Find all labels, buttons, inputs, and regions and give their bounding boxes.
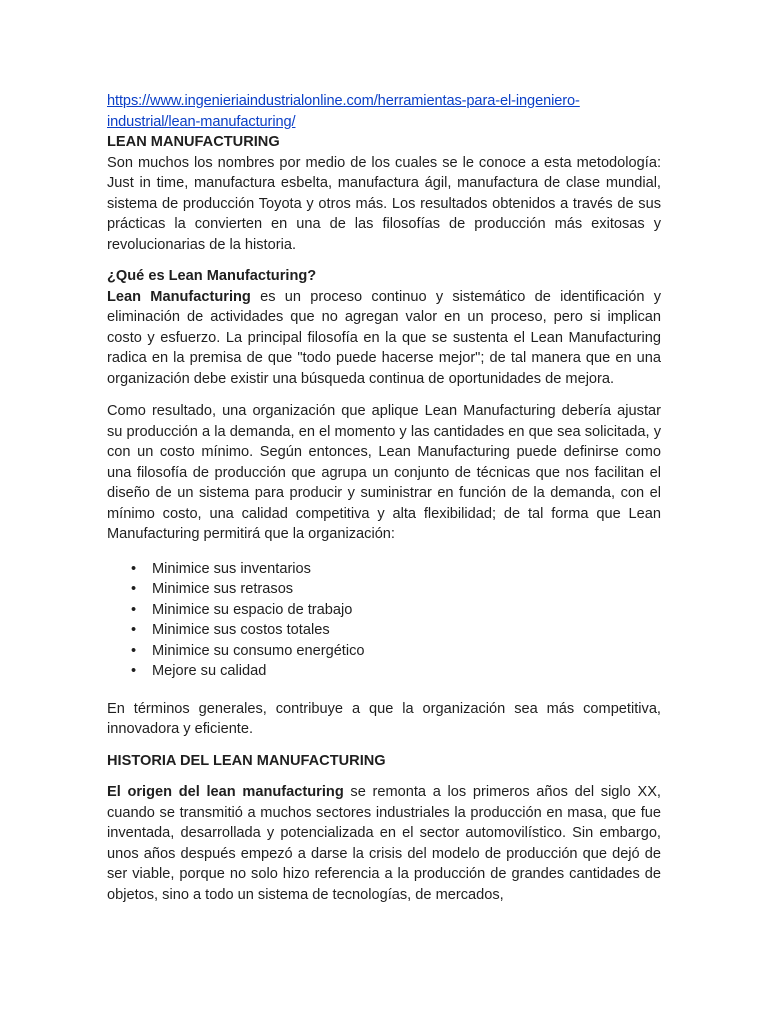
list-item-text: Minimice sus costos totales — [152, 622, 330, 638]
list-item — [107, 661, 661, 682]
list-item-text: Minimice sus retrasos — [152, 581, 294, 597]
bullet-icon: • — [131, 642, 137, 659]
list-item-text: Mejore su calidad — [152, 663, 267, 679]
section-title-historia: HISTORIA DEL LEAN MANUFACTURING — [107, 752, 386, 769]
result-paragraph: Como resultado, una organización que aplique Lean Manufacturing debería ajustar su producción a la demanda, en el momento y las cantidades en que sea solicitada, y con un costo mínimo. Según entonces, Lean Manufacturing puede definirse como una filosofía de producción que agrupa un conjunto de técnicas que nos facilitan el diseño de un sistema para producir y suministrar en función de la demanda, con el mínimo costo, una calidad competitiva y alta flexibilidad; de tal forma que Lean Manufacturing permitirá que la organización: — [107, 403, 661, 542]
list-item-text: Minimice su espacio de trabajo — [152, 601, 353, 618]
history-paragraph — [107, 782, 661, 905]
source-link-line-2[interactable]: industrial/lean-manufacturing/ — [107, 113, 296, 130]
source-link[interactable] — [107, 91, 661, 132]
bullet-icon: • — [131, 581, 137, 597]
section-title-lean-manufacturing: LEAN MANUFACTURING — [107, 134, 280, 150]
bullet-icon: • — [131, 663, 137, 679]
bullet-icon: • — [131, 560, 137, 577]
list-item — [107, 620, 661, 641]
benefits-list — [107, 559, 661, 682]
section-title-que-es: ¿Qué es Lean Manufacturing? — [107, 268, 317, 284]
summary-paragraph: En términos generales, contribuye a que la organización sea más competitiva, innovadora y eficiente. — [107, 700, 661, 737]
history-text: se remonta a los primeros años del siglo XX, cuando se transmitió a muchos sectores industriales la producción en masa, que fue inventada, desarrollada y potencializada en el sector automovilístico. Sin embargo, unos años después empezó a darse la crisis del modelo de producción que dejó de ser viable, porque no solo hizo referencia a la producción de grandes cantidades de objetos, sino a todo un sistema de tecnologías, de mercados, — [107, 784, 661, 903]
list-item-text: Minimice su consumo energético — [152, 642, 365, 659]
list-item — [107, 579, 661, 600]
bullet-icon: • — [131, 622, 137, 638]
source-link-line-1[interactable]: https://www.ingenieriaindustrialonline.com/herramientas-para-el-ingeniero- — [107, 93, 580, 109]
definition-bold-lead: Lean Manufacturing — [107, 288, 251, 305]
history-bold-lead: El origen del lean manufacturing — [107, 784, 344, 800]
list-item — [107, 559, 661, 580]
list-item-text: Minimice sus inventarios — [152, 560, 311, 577]
list-item — [107, 600, 661, 621]
list-item — [107, 641, 661, 662]
definition-paragraph — [107, 287, 661, 390]
intro-paragraph: Son muchos los nombres por medio de los cuales se le conoce a esta metodología: Just in time, manufactura esbelta, manufactura ágil, manufactura de clase mundial, sistema de producción Toyota y otros más. Los resultados obtenidos a través de sus prácticas la convierten en una de las filosofías de producción más exitosas y revolucionarias de la historia. — [107, 154, 661, 253]
definition-text: es un proceso continuo y sistemático de identificación y eliminación de actividades que no agregan valor en un proceso, pero si implican costo y esfuerzo. La principal filosofía en la que se sustenta el Lean Manufacturing radica en la premisa de que "todo puede hacerse mejor"; de tal manera que en una organización debe existir una búsqueda continua de oportunidades de mejora. — [107, 288, 661, 387]
bullet-icon: • — [131, 601, 137, 618]
